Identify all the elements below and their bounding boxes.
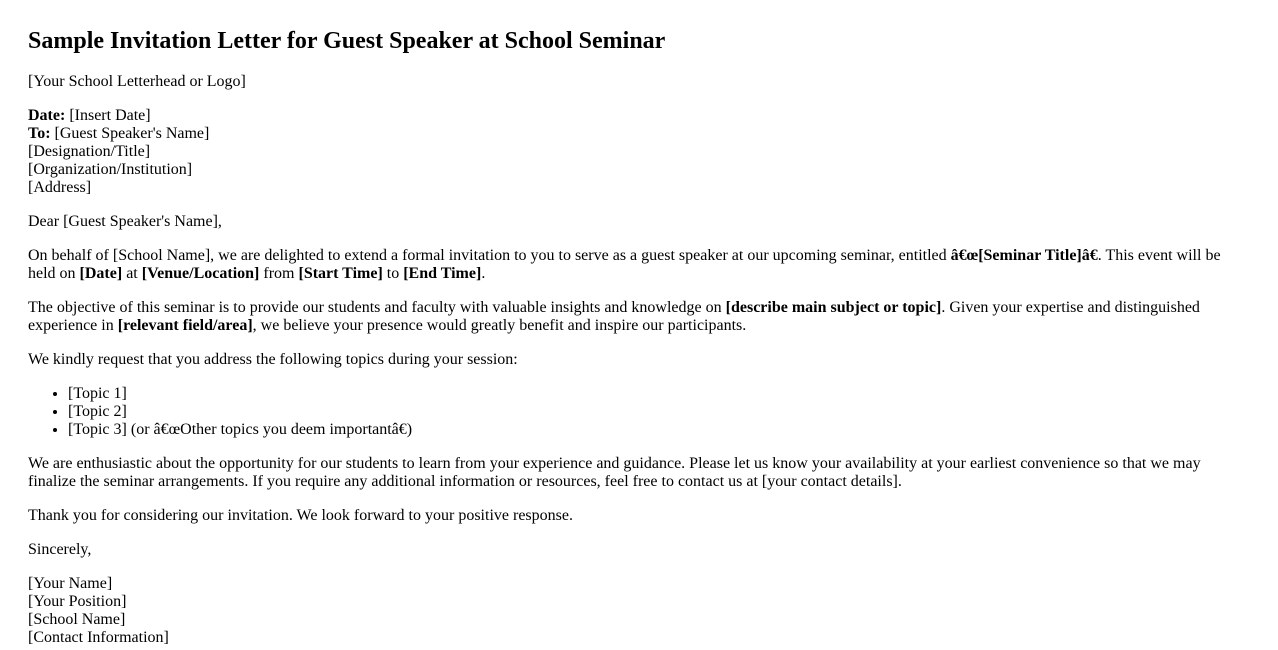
- letterhead-placeholder: [Your School Letterhead or Logo]: [28, 73, 246, 90]
- field-placeholder: [relevant field/area]: [117, 317, 253, 334]
- paragraph-thanks: Thank you for considering our invitation. We look forward to your positive response.: [28, 507, 573, 524]
- to-line: [28, 125, 1250, 143]
- para1-text-5: to: [382, 265, 404, 282]
- end-time-placeholder: [End Time]: [403, 265, 482, 282]
- paragraph-request: We kindly request that you address the following topics during your session:: [28, 351, 518, 368]
- start-time-placeholder: [Start Time]: [298, 265, 383, 282]
- to-value: [Guest Speaker's Name]: [50, 125, 210, 142]
- date-line: [28, 107, 1250, 125]
- para1-text-1: On behalf of [School Name], we are delighted to extend a formal invitation to you to serve as a guest speaker at our upcoming seminar, entitled: [28, 247, 951, 264]
- list-item: • [Topic 1]: [68, 385, 1250, 403]
- address-line: [Address]: [28, 179, 92, 196]
- date-placeholder: [Date]: [79, 265, 123, 282]
- date-label: Date:: [28, 107, 66, 124]
- signature-name: [Your Name]: [28, 575, 113, 592]
- para2-text-1: The objective of this seminar is to provide our students and faculty with valuable insights and knowledge on: [28, 299, 726, 316]
- para1-text-6: .: [481, 265, 486, 282]
- salutation: Dear [Guest Speaker's Name],: [28, 213, 222, 230]
- signature-position: [Your Position]: [28, 593, 127, 610]
- list-item: • [Topic 2]: [68, 403, 1250, 421]
- para2-text-2: . Given your expertise and distinguished experience in: [28, 299, 1200, 334]
- organization-line: [Organization/Institution]: [28, 161, 193, 178]
- paragraph-invitation: [28, 247, 1250, 283]
- page-title: Sample Invitation Letter for Guest Speaker at School Seminar: [28, 28, 666, 54]
- signature-contact: [Contact Information]: [28, 629, 169, 646]
- list-item: • [Topic 3] (or â€œOther topics you deem importantâ€): [68, 421, 1250, 439]
- date-value: [Insert Date]: [65, 107, 151, 124]
- para1-text-4: from: [259, 265, 299, 282]
- recipient-block: [28, 107, 1250, 197]
- topics-list: [28, 385, 1250, 439]
- venue-placeholder: [Venue/Location]: [141, 265, 260, 282]
- signature-block: [28, 575, 1250, 647]
- para2-text-3: , we believe your presence would greatly benefit and inspire our participants.: [252, 317, 747, 334]
- paragraph-objective: [28, 299, 1250, 335]
- para1-text-2: . This event will be held on: [28, 247, 1221, 282]
- signature-school: [School Name]: [28, 611, 126, 628]
- designation-line: [Designation/Title]: [28, 143, 151, 160]
- para1-text-3: at: [122, 265, 142, 282]
- to-label: To:: [28, 125, 51, 142]
- paragraph-enthusiasm: We are enthusiastic about the opportunity for our students to learn from your experience and guidance. Please let us know your availability at your earliest convenience so that we may finalize the seminar arrangements. If you require any additional information or resources, feel free to contact us at [your contact details].: [28, 455, 1201, 490]
- subject-placeholder: [describe main subject or topic]: [725, 299, 942, 316]
- seminar-title-placeholder: â€œ[Seminar Title]â€: [950, 247, 1098, 264]
- closing: Sincerely,: [28, 541, 92, 558]
